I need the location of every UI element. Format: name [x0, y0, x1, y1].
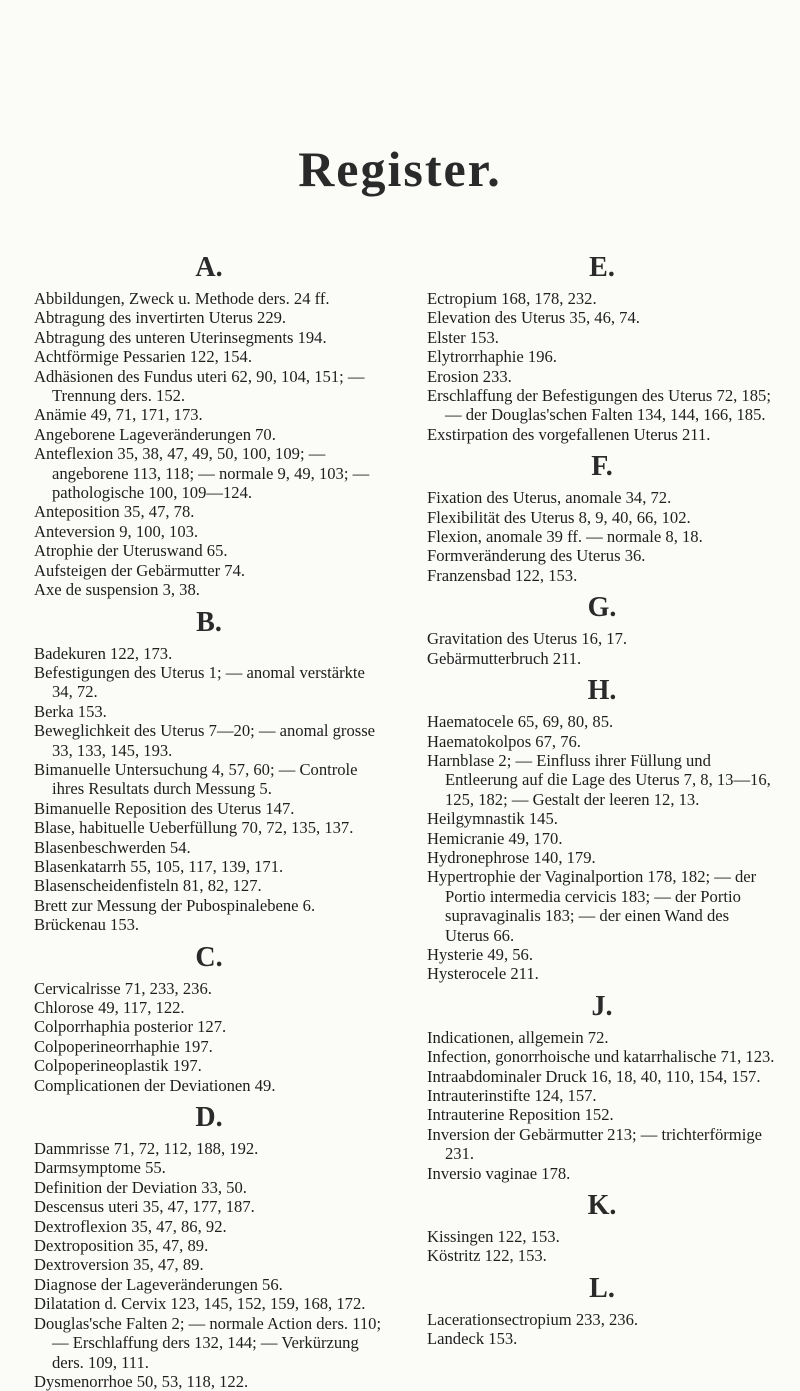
- index-entry: Exstirpation des vorgefallenen Uterus 211.: [427, 424, 711, 444]
- index-entry: Intrauterine Reposition 152.: [427, 1105, 614, 1125]
- index-entry: Beweglichkeit des Uterus 7—20; — anomal grosse 33, 133, 145, 193.: [34, 721, 376, 760]
- index-entry: Gebärmutterbruch 211.: [427, 648, 582, 668]
- section-c: [34, 943, 384, 1095]
- section-b: [34, 608, 384, 935]
- index-entry: Dammrisse 71, 72, 112, 188, 192.: [34, 1139, 259, 1159]
- index-entry: Haematocele 65, 69, 80, 85.: [427, 712, 614, 732]
- index-entry: Abbildungen, Zweck u. Methode ders. 24 ff.: [34, 289, 330, 308]
- index-entry: Dilatation d. Cervix 123, 145, 152, 159, 168, 172.: [34, 1294, 366, 1314]
- index-entry: Inversio vaginae 178.: [427, 1163, 571, 1183]
- section-letter: G.: [587, 592, 617, 624]
- index-entry: Elevation des Uterus 35, 46, 74.: [427, 308, 640, 328]
- section-letter: D.: [195, 1102, 223, 1134]
- index-entry: Aufsteigen der Gebärmutter 74.: [34, 560, 246, 580]
- index-entry: Formveränderung des Uterus 36.: [427, 546, 646, 566]
- index-entry: Complicationen der Deviationen 49.: [34, 1075, 276, 1095]
- index-entry: Douglas'sche Falten 2; — normale Action ders. 110; — Erschlaffung ders 132, 144; — Verkürzung ders. 109, 111.: [34, 1313, 382, 1372]
- index-entry: Abtragung des unteren Uterinsegments 194.: [34, 327, 327, 347]
- section-letter: L.: [589, 1272, 615, 1304]
- index-entry: Brett zur Messung der Pubospinalebene 6.: [34, 895, 316, 915]
- index-entry: Franzensbad 122, 153.: [427, 565, 578, 585]
- index-entry: Achtförmige Pessarien 122, 154.: [34, 347, 252, 367]
- index-entry: Colpoperineoplastik 197.: [34, 1056, 202, 1076]
- index-entry: Hysterie 49, 56.: [427, 944, 533, 964]
- index-entry: Anteversion 9, 100, 103.: [34, 521, 199, 541]
- index-entry: Axe de suspension 3, 38.: [34, 580, 200, 600]
- section-letter: E.: [589, 252, 615, 283]
- section-l: [427, 1274, 777, 1349]
- index-entry: Blase, habituelle Ueberfüllung 70, 72, 135, 137.: [34, 818, 354, 838]
- index-entry: Chlorose 49, 117, 122.: [34, 998, 185, 1017]
- index-entry: Blasenkatarrh 55, 105, 117, 139, 171.: [34, 856, 284, 876]
- index-entry: Descensus uteri 35, 47, 177, 187.: [34, 1197, 255, 1217]
- index-entry: Hemicranie 49, 170.: [427, 828, 563, 848]
- index-entry: Adhäsionen des Fundus uteri 62, 90, 104, 151; — Trennung ders. 152.: [34, 366, 365, 406]
- index-entry: Flexibilität des Uterus 8, 9, 40, 66, 102.: [427, 507, 691, 527]
- section-letter: J.: [591, 990, 613, 1022]
- index-entry: Befestigungen des Uterus 1; — anomal verstärkte 34, 72.: [34, 662, 365, 702]
- index-entry: Anämie 49, 71, 171, 173.: [34, 405, 203, 425]
- section-letter: F.: [591, 451, 613, 483]
- index-entry: Bimanuelle Untersuchung 4, 57, 60; — Controle ihres Resultats durch Messung 5.: [34, 759, 358, 799]
- index-entry: Erosion 233.: [427, 366, 512, 386]
- index-entry: Fixation des Uterus, anomale 34, 72.: [427, 488, 672, 508]
- section-h: [427, 676, 777, 984]
- index-entry: Dextroversion 35, 47, 89.: [34, 1255, 204, 1275]
- index-entry: Anteflexion 35, 38, 47, 49, 50, 100, 109; — angeborene 113, 118; — normale 9, 49, 103; — pathologische 100, 109—124.: [34, 444, 370, 503]
- index-entry: Anteposition 35, 47, 78.: [34, 502, 195, 522]
- index-entry: Blasenbeschwerden 54.: [34, 837, 191, 857]
- index-entry: Haematokolpos 67, 76.: [427, 731, 581, 751]
- index-entry: Dysmenorrhoe 50, 53, 118, 122.: [34, 1371, 249, 1391]
- index-entry: Blasenscheidenfisteln 81, 82, 127.: [34, 876, 262, 896]
- section-d: [34, 1103, 384, 1391]
- index-entry: Intrauterinstifte 124, 157.: [427, 1086, 597, 1105]
- section-letter: H.: [587, 675, 617, 707]
- index-entry: Flexion, anomale 39 ff. — normale 8, 18.: [427, 527, 703, 547]
- index-entry: Ectropium 168, 178, 232.: [427, 289, 597, 308]
- index-entry: Heilgymnastik 145.: [427, 809, 558, 829]
- index-entry: Kissingen 122, 153.: [427, 1227, 560, 1247]
- index-entry: Lacerationsectropium 233, 236.: [427, 1309, 639, 1329]
- index-entry: Köstritz 122, 153.: [427, 1246, 547, 1266]
- section-k: [427, 1191, 777, 1266]
- section-e: [427, 253, 777, 444]
- index-entry: Intraabdominaler Druck 16, 18, 40, 110, 154, 157.: [427, 1066, 761, 1086]
- index-entry: Harnblase 2; — Einfluss ihrer Füllung und Entleerung auf die Lage des Uterus 7, 8, 13—16, 125, 182; — Gestalt der leeren 12, 13.: [427, 750, 771, 809]
- index-entry: Indicationen, allgemein 72.: [427, 1027, 609, 1047]
- page-title: Register.: [298, 141, 502, 197]
- index-entry: Dextroflexion 35, 47, 86, 92.: [34, 1216, 227, 1236]
- index-entry: Hysterocele 211.: [427, 964, 539, 984]
- index-entry: Definition der Deviation 33, 50.: [34, 1177, 247, 1197]
- section-letter: K.: [587, 1190, 617, 1222]
- section-a: [34, 253, 384, 600]
- section-g: [427, 593, 777, 668]
- index-entry: Elster 153.: [427, 327, 499, 347]
- index-entry: Berka 153.: [34, 701, 107, 721]
- left-column: [34, 253, 384, 1391]
- index-entry: Hydronephrose 140, 179.: [427, 847, 596, 867]
- index-entry: Diagnose der Lageveränderungen 56.: [34, 1274, 283, 1294]
- index-entry: Gravitation des Uterus 16, 17.: [427, 629, 628, 649]
- index-entry: Landeck 153.: [427, 1329, 518, 1349]
- index-entry: Dextroposition 35, 47, 89.: [34, 1236, 209, 1256]
- section-letter: A.: [195, 252, 223, 283]
- section-letter: C.: [195, 941, 223, 973]
- section-j: [427, 992, 777, 1183]
- index-entry: Hypertrophie der Vaginalportion 178, 182; — der Portio intermedia cervicis 183; — der Portio supravaginalis 183; — der einen Wand des Uterus 66.: [427, 867, 757, 945]
- index-entry: Bimanuelle Reposition des Uterus 147.: [34, 798, 295, 818]
- index-entry: Inversion der Gebärmutter 213; — trichterförmige 231.: [427, 1124, 762, 1164]
- index-entry: Colpoperineorrhaphie 197.: [34, 1036, 213, 1056]
- index-entry: Atrophie der Uteruswand 65.: [34, 541, 228, 561]
- index-entry: Brückenau 153.: [34, 915, 140, 935]
- index-entry: Badekuren 122, 173.: [34, 643, 173, 663]
- index-entry: Colporrhaphia posterior 127.: [34, 1017, 227, 1037]
- index-entry: Elytrorrhaphie 196.: [427, 347, 557, 367]
- index-entry: Angeborene Lageveränderungen 70.: [34, 424, 276, 444]
- section-letter: B.: [196, 606, 222, 638]
- section-f: [427, 452, 777, 585]
- index-entry: Cervicalrisse 71, 233, 236.: [34, 978, 212, 998]
- index-entry: Abtragung des invertirten Uterus 229.: [34, 308, 287, 328]
- index-entry: Darmsymptome 55.: [34, 1158, 166, 1178]
- index-entry: Infection, gonorrhoische und katarrhalische 71, 123.: [427, 1047, 775, 1067]
- index-entry: Erschlaffung der Befestigungen des Uterus 72, 185; — der Douglas'schen Falten 134, 144, 166, 185.: [427, 386, 771, 425]
- right-column: [427, 253, 777, 1349]
